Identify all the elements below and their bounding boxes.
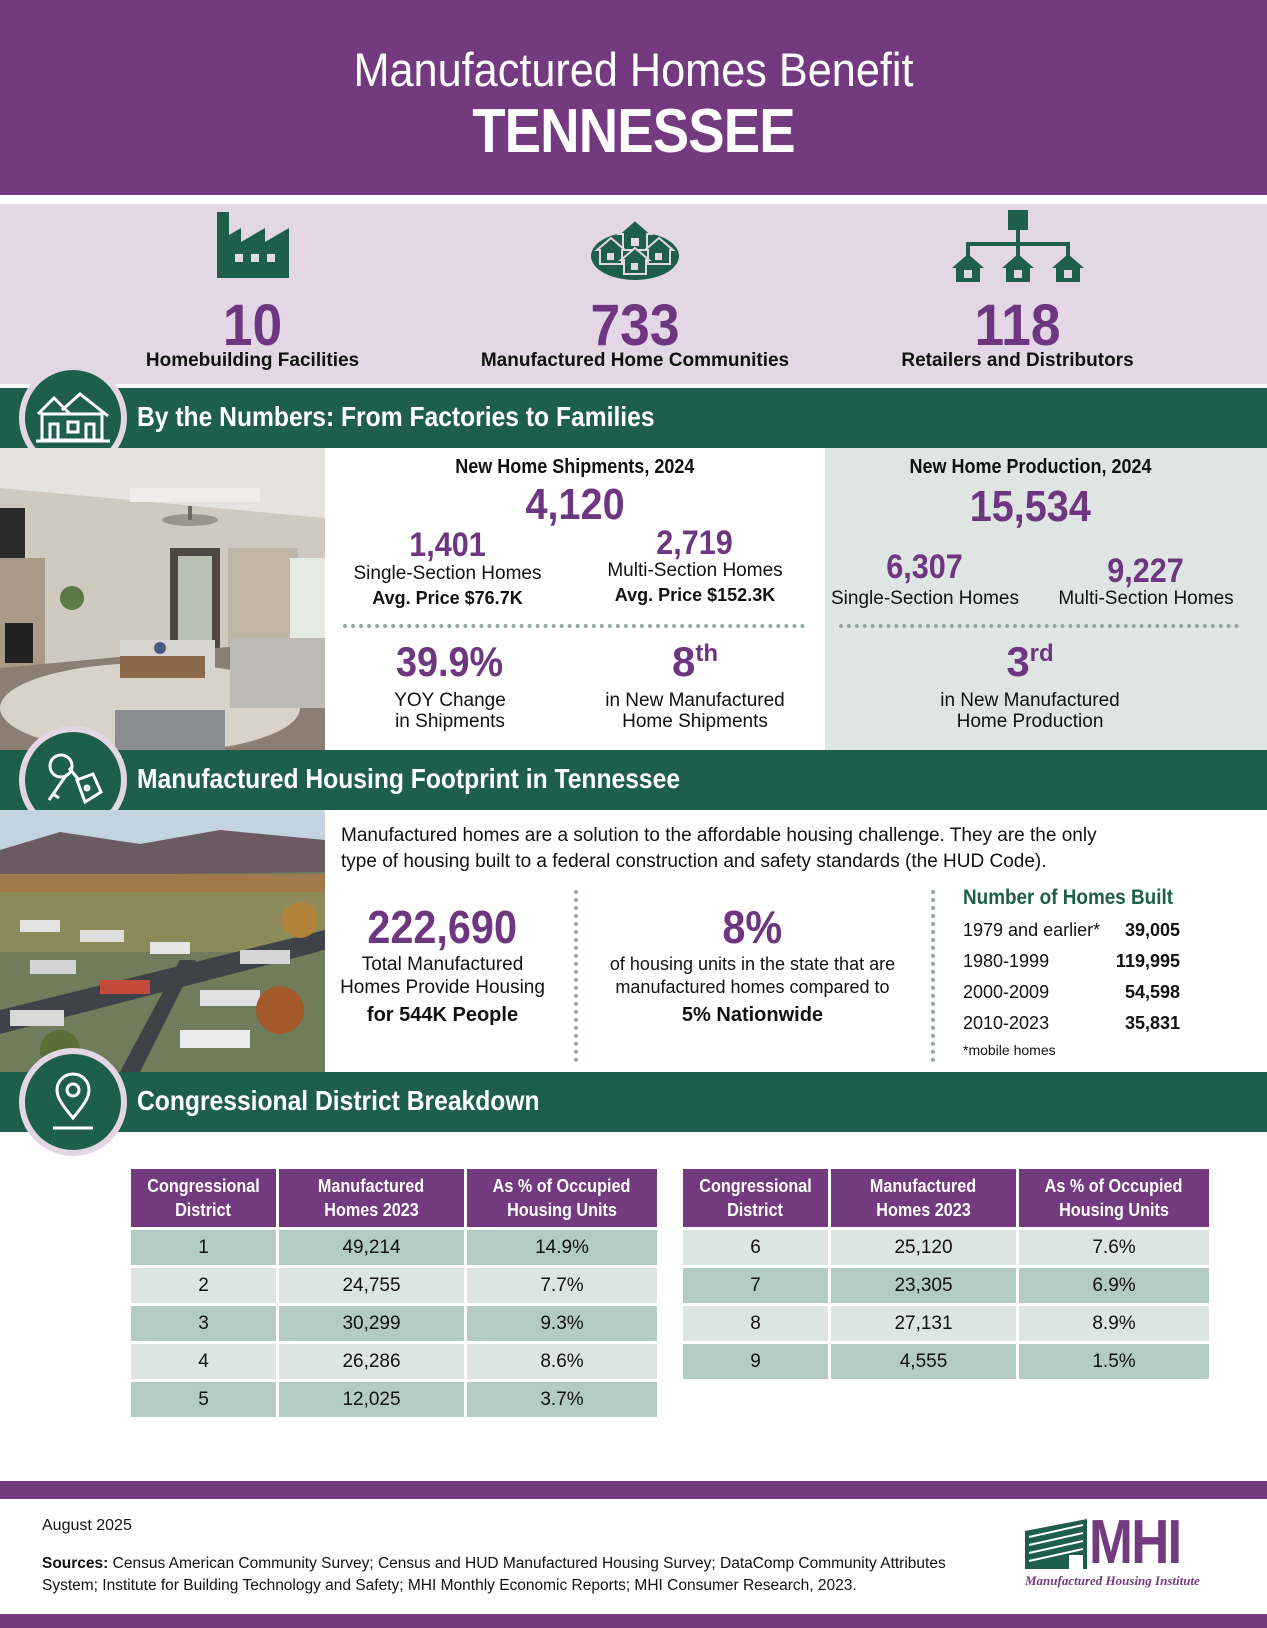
section-banner-footprint: [0, 750, 1267, 810]
stat-value: 733: [590, 293, 680, 358]
built-count: 39,005: [1124, 920, 1180, 940]
section-title: Manufactured Housing Footprint in Tennessee: [137, 763, 681, 794]
community-homes-icon: [589, 210, 681, 287]
mhi-logo-subtitle: Manufactured Housing Institute: [1025, 1573, 1200, 1588]
total-homes-line3: for 544K People: [366, 1004, 519, 1026]
total-homes-line1: Total Manufactured: [361, 954, 524, 975]
production-rank-line1: in New Manufactured: [940, 690, 1120, 711]
production-rank-suffix: rd: [1029, 640, 1054, 667]
state-name: TENNESSEE: [472, 97, 795, 166]
vertical-dotted-divider: [931, 890, 935, 1062]
built-period: 1980-1999: [963, 951, 1050, 971]
section-banner-numbers: [0, 388, 1267, 448]
table-row: 3 30,299 9.3%: [131, 1306, 657, 1341]
built-period: 2010-2023: [963, 1013, 1050, 1033]
production-heading: New Home Production, 2024: [908, 456, 1152, 478]
built-count: 54,598: [1124, 982, 1180, 1002]
stat-label: Retailers and Distributors: [901, 350, 1134, 371]
column-header-homes: Manufactured Homes 2023: [831, 1169, 1016, 1227]
distribution-network-icon: [946, 210, 1090, 287]
shipments-panel: [325, 448, 825, 750]
shipments-rank-line2: Home Shipments: [622, 711, 768, 732]
aerial-community-photo: [0, 810, 325, 1072]
section-banner-districts: [0, 1072, 1267, 1132]
stat-communities: [475, 204, 795, 384]
header-banner: [0, 0, 1267, 195]
production-rank: 3: [1006, 638, 1030, 685]
living-room-photo: [0, 448, 325, 750]
production-total: 15,534: [969, 482, 1091, 531]
stats-band: [0, 204, 1267, 384]
shipments-single-price: Avg. Price $76.7K: [372, 588, 523, 608]
footer-bottom-bar: [0, 1614, 1267, 1628]
district-table-left: [128, 1166, 660, 1420]
shipments-multi-label: Multi-Section Homes: [607, 560, 783, 581]
total-homes-line2: Homes Provide Housing: [340, 977, 545, 998]
dotted-divider: [839, 624, 1239, 628]
stat-label: Manufactured Home Communities: [480, 350, 790, 371]
table-row: 1 49,214 14.9%: [131, 1230, 657, 1265]
mhi-logo: [1025, 1508, 1245, 1595]
vertical-dotted-divider: [574, 890, 578, 1062]
sources-text: Census American Community Survey; Census and HUD Manufactured Housing Survey; DataComp Community Attributes System; Institute for Building Technology and Safety; MHI Monthly Economic Reports; MHI Consumer Research, 2023.: [42, 1555, 946, 1594]
production-rank-line2: Home Production: [956, 711, 1104, 732]
homes-built-heading: Number of Homes Built: [963, 886, 1174, 909]
production-multi-value: 9,227: [1107, 552, 1185, 590]
sources-label: Sources:: [42, 1555, 109, 1572]
footer-sources: [42, 1553, 1002, 1597]
column-header-district: Congressional District: [131, 1169, 276, 1227]
page-title: Manufactured Homes Benefit: [353, 43, 914, 96]
section-title: Congressional District Breakdown: [137, 1085, 540, 1116]
shipments-total: 4,120: [525, 480, 625, 529]
column-header-percent: As % of Occupied Housing Units: [1019, 1169, 1209, 1227]
yoy-value: 39.9%: [396, 638, 504, 685]
mhi-logo-text: MHI: [1089, 1508, 1181, 1577]
shipments-rank-line1: in New Manufactured: [605, 690, 785, 711]
yoy-label-line1: YOY Change: [394, 690, 506, 711]
district-table-right: [680, 1166, 1212, 1382]
shipments-heading: New Home Shipments, 2024: [455, 456, 695, 478]
table-row: 4 26,286 8.6%: [131, 1344, 657, 1379]
stat-label: Homebuilding Facilities: [145, 350, 360, 371]
share-line1: of housing units in the state that are: [609, 954, 896, 974]
footprint-intro-line2: type of housing built to a federal construction and safety standards (the HUD Code).: [341, 851, 1047, 872]
location-pin-icon: [19, 1048, 127, 1156]
total-homes-value: 222,690: [367, 901, 518, 953]
table-row: 7 23,305 6.9%: [683, 1268, 1209, 1303]
production-single-value: 6,307: [886, 548, 964, 586]
footer-top-bar: [0, 1481, 1267, 1499]
footer-date: August 2025: [42, 1517, 132, 1534]
dotted-divider: [343, 624, 805, 628]
share-line2: manufactured homes compared to: [615, 977, 890, 997]
built-count: 119,995: [1115, 951, 1180, 971]
share-line3: 5% Nationwide: [681, 1004, 824, 1026]
column-header-percent: As % of Occupied Housing Units: [467, 1169, 657, 1227]
built-period: 1979 and earlier*: [963, 920, 1101, 940]
column-header-homes: Manufactured Homes 2023: [279, 1169, 464, 1227]
mhi-logo-roof-icon: [1025, 1519, 1091, 1569]
footprint-intro-line1: Manufactured homes are a solution to the affordable housing challenge. They are the only: [341, 825, 1097, 846]
yoy-label-line2: in Shipments: [395, 711, 505, 732]
stat-retailers: [895, 204, 1140, 384]
shipments-rank: 8: [671, 638, 696, 685]
table-row: 2 24,755 7.7%: [131, 1268, 657, 1303]
production-multi-label: Multi-Section Homes: [1058, 588, 1234, 609]
stat-value: 10: [222, 293, 283, 358]
stat-value: 118: [974, 293, 1061, 358]
production-panel: [825, 448, 1267, 750]
table-row: 9 4,555 1.5%: [683, 1344, 1209, 1379]
production-single-label: Single-Section Homes: [831, 588, 1019, 609]
built-footnote: *mobile homes: [963, 1042, 1056, 1058]
shipments-single-label: Single-Section Homes: [353, 563, 542, 584]
table-row: 6 25,120 7.6%: [683, 1230, 1209, 1265]
built-period: 2000-2009: [963, 982, 1050, 1002]
table-row: 5 12,025 3.7%: [131, 1382, 657, 1417]
built-count: 35,831: [1124, 1013, 1180, 1033]
column-header-district: Congressional District: [683, 1169, 828, 1227]
shipments-multi-price: Avg. Price $152.3K: [614, 585, 776, 605]
shipments-multi-value: 2,719: [656, 524, 734, 562]
stat-homebuilding-facilities: [130, 204, 375, 384]
shipments-single-value: 1,401: [409, 526, 486, 564]
section-title: By the Numbers: From Factories to Families: [137, 401, 655, 432]
shipments-rank-suffix: th: [695, 640, 718, 667]
table-row: 8 27,131 8.9%: [683, 1306, 1209, 1341]
factory-icon: [213, 210, 293, 285]
share-value: 8%: [722, 901, 783, 953]
